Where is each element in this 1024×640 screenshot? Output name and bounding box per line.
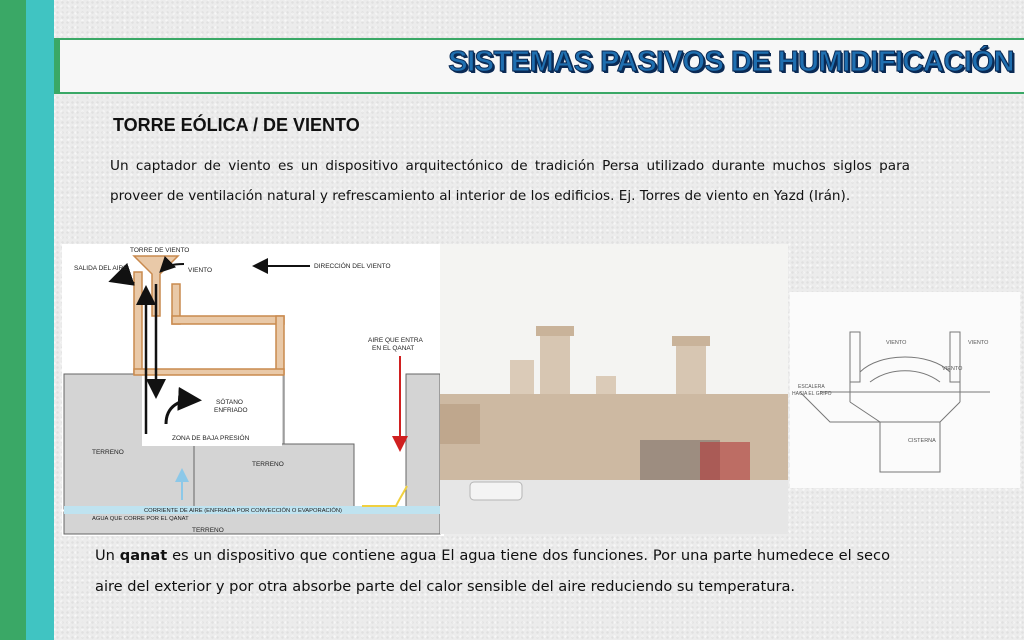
air-out-arrow [114,279,134,284]
yazd-wind-towers-photo [440,244,788,534]
qanat-term: qanat [119,547,168,564]
tower-wall-left [134,272,142,374]
label-air-in-1: AIRE QUE ENTRA [368,337,423,344]
yazd-photo-svg [440,244,788,534]
label-basement-2: ENFRIADO [214,407,248,414]
label-ground-left: TERRENO [92,449,124,456]
label-air-out: SALIDA DEL AIRE [74,265,128,272]
airflow-line [362,486,407,506]
wind-tower-diagram [62,244,444,536]
left-accent-bar-green [0,0,26,640]
label-wind-direction: DIRECCIÓN DEL VIENTO [314,263,391,270]
slide-title: SISTEMAS PASIVOS DE HUMIDIFICACIÓN [448,46,1014,78]
roof-slab [172,316,284,324]
qanat-description: es un dispositivo que contiene agua El agua tiene dos funciones. Por una parte humedece el seco aire del exterior y por otra absorbe parte del calor sensible del aire reduciendo su temperatura. [95,547,890,595]
wind-tower-diagram-svg [62,244,444,536]
label-wind: VIENTO [188,267,213,274]
sketch-label-wind-mid: VIENTO [942,366,963,372]
qanat-paragraph [95,540,890,602]
sketch-label-cistern: CISTERNA [908,438,936,444]
qanat-prefix: Un [95,547,120,564]
cistern-sketch [790,292,1020,488]
left-accent-bar-teal [26,0,54,640]
sketch-label-wind-left: VIENTO [886,340,907,346]
sketch-label-stair-1: ESCALERA [798,384,825,390]
ground-block-right [406,374,440,509]
title-band-marker [54,38,60,94]
sketch-label-wind-right: VIENTO [968,340,989,346]
label-water: AGUA QUE CORRE POR EL QANAT [92,516,189,522]
car [470,482,522,500]
label-air-in-2: EN EL QANAT [372,345,415,352]
label-low-pressure: ZONA DE BAJA PRESIÓN [172,435,250,442]
intro-paragraph: Un captador de viento es un dispositivo arquitectónico de tradición Persa utilizado durante muchos siglos para proveer de ventilación natural y refrescamiento al interior de los edificios. Ej. Torres de viento en Yazd (Irán). [110,158,910,204]
building-wall [276,316,284,374]
title-band [54,38,1024,94]
label-tower: TORRE DE VIENTO [130,247,190,254]
label-ground-mid: TERRENO [252,461,284,468]
label-ground-bottom: TERRENO [192,527,224,534]
sketch-label-stair-2: HACIA EL GRIFO [792,391,832,397]
label-air-current: CORRIENTE DE AIRE (ENFRIADA POR CONVECCIÓN O EVAPORACIÓN) [144,508,342,514]
ground-block-middle [194,444,354,509]
section-subtitle: TORRE EÓLICA / DE VIENTO [113,115,360,135]
label-basement-1: SÓTANO [216,399,243,406]
cistern-sketch-svg [790,292,1020,488]
